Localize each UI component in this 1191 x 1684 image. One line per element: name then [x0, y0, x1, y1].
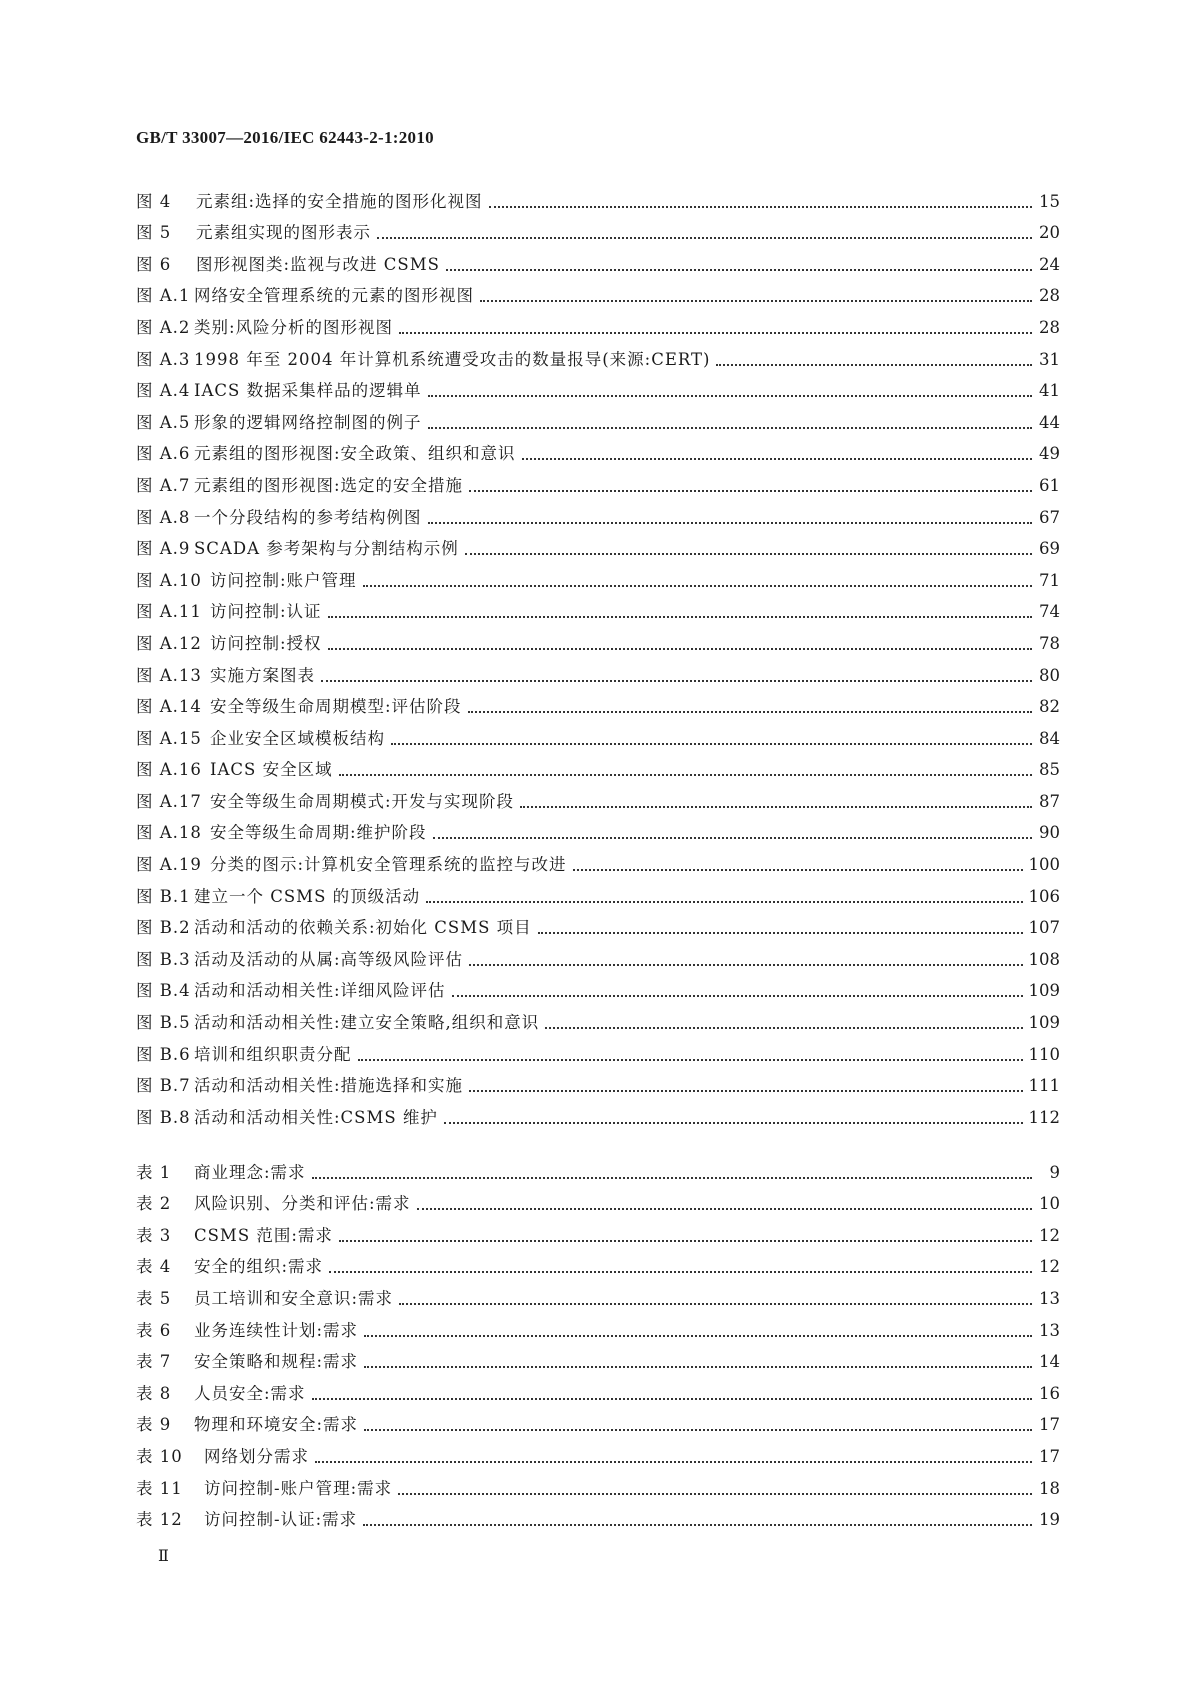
toc-dot-leader [377, 236, 1032, 239]
toc-entry-title: 访问控制:认证 [210, 602, 322, 622]
toc-entry-label [136, 602, 322, 622]
toc-entry-title: 企业安全区域模板结构 [210, 728, 385, 748]
toc-entry-title: 安全等级生命周期模式:开发与实现阶段 [210, 791, 515, 811]
toc-entry-title: 元素组:选择的安全措施的图形化视图 [196, 191, 483, 211]
toc-entry[interactable] [136, 1033, 1060, 1065]
toc-entry-page: 90 [1039, 823, 1060, 843]
toc-dot-leader [480, 299, 1032, 302]
toc-entry-page: 69 [1039, 539, 1060, 559]
toc-entry-page: 61 [1039, 475, 1060, 495]
toc-entry[interactable] [136, 464, 1060, 496]
toc-entry-title: CSMS 范围:需求 [194, 1225, 333, 1245]
toc-entry-title: 安全等级生命周期模型:评估阶段 [210, 697, 462, 717]
toc-entry-label [136, 1510, 357, 1530]
toc-entry-title: SCADA 参考架构与分割结构示例 [194, 539, 459, 559]
toc-entry-number: 图 A.16 [136, 760, 202, 780]
toc-entry-label [136, 760, 333, 780]
toc-dot-leader [398, 1492, 1032, 1495]
toc-dot-leader [399, 1302, 1032, 1305]
toc-entry-page: 109 [1028, 1013, 1060, 1033]
toc-dot-leader [469, 489, 1032, 492]
toc-entry[interactable] [136, 1309, 1060, 1341]
toc-entry-page: 109 [1028, 981, 1060, 1001]
toc-entry-page: 106 [1028, 886, 1060, 906]
toc-entry-label [136, 666, 315, 686]
toc-entry-label [136, 918, 532, 938]
toc-entry-number: 图 B.2 [136, 918, 191, 938]
toc-entry[interactable] [136, 1151, 1060, 1183]
toc-entry-page: 71 [1039, 570, 1060, 590]
toc-entry-label [136, 1194, 411, 1214]
toc-entry-title: 安全策略和规程:需求 [194, 1352, 359, 1372]
toc-entry-page: 28 [1039, 286, 1060, 306]
toc-dot-leader [364, 1365, 1032, 1368]
toc-entry[interactable] [136, 1246, 1060, 1278]
toc-entry[interactable] [136, 591, 1060, 623]
toc-entry-number: 图 5 [136, 223, 172, 243]
toc-dot-leader [358, 1058, 1023, 1061]
toc-entry-number: 图 A.6 [136, 444, 191, 464]
toc-entry-number: 图 A.10 [136, 570, 202, 590]
toc-dot-leader [469, 963, 1022, 966]
toc-entry-page: 19 [1039, 1510, 1060, 1530]
toc-entry-label [136, 571, 357, 591]
toc-entry[interactable] [136, 496, 1060, 528]
toc-entry-number: 图 B.6 [136, 1044, 191, 1064]
toc-entry-number: 图 A.11 [136, 602, 202, 622]
toc-dot-leader [363, 1523, 1032, 1526]
toc-dot-leader [417, 1207, 1032, 1210]
toc-entry-title: 业务连续性计划:需求 [194, 1320, 359, 1340]
toc-entry[interactable] [136, 812, 1060, 844]
toc-entry-page: 112 [1028, 1107, 1060, 1127]
toc-entry-title: 活动和活动相关性:CSMS 维护 [194, 1107, 438, 1127]
toc-entry-page: 12 [1039, 1225, 1060, 1245]
toc-entry-page: 13 [1039, 1288, 1060, 1308]
toc-dot-leader [363, 584, 1032, 587]
toc-entry-label [136, 255, 440, 275]
toc-dot-leader [328, 615, 1032, 618]
toc-entry-number: 图 A.14 [136, 697, 202, 717]
toc-entry-title: 元素组的图形视图:选定的安全措施 [194, 475, 464, 495]
toc-entry-number: 表 6 [136, 1320, 172, 1340]
toc-entry[interactable] [136, 1467, 1060, 1499]
toc-entry-page: 44 [1039, 412, 1060, 432]
toc-entry-page: 10 [1039, 1194, 1060, 1214]
toc-entry-number: 图 B.8 [136, 1107, 191, 1127]
toc-entry-title: 活动和活动相关性:详细风险评估 [194, 981, 446, 1001]
toc-entry-title: 访问控制:授权 [210, 633, 322, 653]
toc-entry[interactable] [136, 306, 1060, 338]
toc-entry[interactable] [136, 907, 1060, 939]
toc-dot-leader [328, 647, 1032, 650]
toc-entry-number: 图 A.15 [136, 728, 202, 748]
toc-entry-number: 图 A.12 [136, 633, 202, 653]
toc-entry[interactable] [136, 686, 1060, 718]
toc-entry-title: 安全等级生命周期:维护阶段 [210, 823, 427, 843]
toc-dot-leader [428, 426, 1033, 429]
toc-entry[interactable] [136, 338, 1060, 370]
toc-entry-title: 活动和活动的依赖关系:初始化 CSMS 项目 [194, 918, 532, 938]
toc-entry-title: 网络划分需求 [204, 1446, 309, 1466]
toc-entry-label [136, 792, 514, 812]
toc-entry-page: 80 [1039, 665, 1060, 685]
toc-entry-page: 15 [1039, 191, 1060, 211]
toc-entry[interactable] [136, 717, 1060, 749]
toc-entry-label [136, 634, 322, 654]
toc-entry[interactable] [136, 370, 1060, 402]
toc-entry-label [136, 1013, 539, 1033]
toc-entry-title: 图形视图类:监视与改进 CSMS [196, 254, 440, 274]
toc-dot-leader [465, 552, 1032, 555]
toc-dot-leader [364, 1428, 1032, 1431]
toc-entry-title: 元素组实现的图形表示 [196, 223, 371, 243]
toc-entry-page: 85 [1039, 760, 1060, 780]
toc-entry-page: 100 [1028, 855, 1060, 875]
toc-entry-number: 图 B.3 [136, 949, 191, 969]
toc-entry-number: 表 10 [136, 1446, 183, 1466]
toc-entry-title: 分类的图示:计算机安全管理系统的监控与改进 [210, 855, 567, 875]
toc-entry-label [136, 697, 462, 717]
toc-dot-leader [312, 1176, 1032, 1179]
toc-dot-leader [399, 331, 1032, 334]
toc-entry[interactable] [136, 1404, 1060, 1436]
toc-entry-number: 图 A.17 [136, 791, 202, 811]
page-number: Ⅱ [158, 1548, 169, 1565]
toc-entry-page: 12 [1039, 1257, 1060, 1277]
toc-entry-label [136, 318, 393, 338]
toc-entry-number: 图 A.13 [136, 665, 202, 685]
toc-entry-number: 图 B.7 [136, 1076, 191, 1096]
figure-list [136, 180, 1060, 1128]
toc-entry[interactable] [136, 243, 1060, 275]
toc-dot-leader [329, 1270, 1032, 1273]
toc-entry-page: 84 [1039, 728, 1060, 748]
toc-dot-leader [444, 1121, 1023, 1124]
toc-entry-label [136, 286, 474, 306]
toc-entry-page: 16 [1039, 1383, 1060, 1403]
toc-entry-number: 图 B.5 [136, 1013, 191, 1033]
toc-entry-title: 活动和活动相关性:措施选择和实施 [194, 1076, 464, 1096]
toc-entry-number: 图 4 [136, 191, 172, 211]
toc-entry-title: 活动及活动的从属:高等级风险评估 [194, 949, 464, 969]
toc-entry[interactable] [136, 1341, 1060, 1373]
toc-entry-title: 商业理念:需求 [194, 1162, 306, 1182]
toc-dot-leader [391, 742, 1032, 745]
toc-entry-label [136, 950, 463, 970]
toc-entry-page: 110 [1028, 1044, 1060, 1064]
toc-entry-page: 13 [1039, 1320, 1060, 1340]
toc-entry-label [136, 887, 420, 907]
toc-entry-title: IACS 数据采集样品的逻辑单 [194, 381, 422, 401]
toc-entry-number: 表 12 [136, 1510, 183, 1530]
toc-entry[interactable] [136, 401, 1060, 433]
toc-entry[interactable] [136, 938, 1060, 970]
toc-entry-number: 图 A.4 [136, 381, 191, 401]
toc-entry-label [136, 1226, 333, 1246]
toc-dot-leader [321, 679, 1032, 682]
toc-entry-number: 图 A.5 [136, 412, 191, 432]
toc-entry-label [136, 539, 459, 559]
toc-entry-label [136, 1108, 438, 1128]
toc-entry-page: 49 [1039, 444, 1060, 464]
toc-entry-page: 17 [1039, 1415, 1060, 1435]
toc-entry[interactable] [136, 528, 1060, 560]
toc-entry-number: 表 2 [136, 1194, 172, 1214]
toc-entry-title: 物理和环境安全:需求 [194, 1415, 359, 1435]
toc-entry-title: IACS 安全区域 [210, 760, 333, 780]
toc-dot-leader [538, 931, 1023, 934]
toc-entry-label [136, 1163, 306, 1183]
toc-entry-label [136, 1415, 358, 1435]
toc-dot-leader [446, 268, 1032, 271]
toc-entry-number: 表 4 [136, 1257, 172, 1277]
toc-entry[interactable] [136, 1214, 1060, 1246]
toc-entry-title: 风险识别、分类和评估:需求 [194, 1194, 411, 1214]
toc-entry-label [136, 1479, 392, 1499]
toc-entry-page: 74 [1039, 602, 1060, 622]
toc-entry-label [136, 476, 463, 496]
toc-entry[interactable] [136, 1277, 1060, 1309]
toc-dot-leader [426, 900, 1022, 903]
toc-entry-title: 建立一个 CSMS 的顶级活动 [194, 886, 421, 906]
toc-dot-leader [339, 773, 1032, 776]
toc-entry-number: 表 3 [136, 1225, 172, 1245]
toc-entry-title: 元素组的图形视图:安全政策、组织和意识 [194, 444, 516, 464]
toc-entry-title: 形象的逻辑网络控制图的例子 [194, 412, 422, 432]
toc-entry[interactable] [136, 1065, 1060, 1097]
toc-entry[interactable] [136, 843, 1060, 875]
toc-dot-leader [520, 805, 1032, 808]
toc-entry[interactable] [136, 433, 1060, 465]
toc-entry-label [136, 381, 422, 401]
toc-entry-number: 表 9 [136, 1415, 172, 1435]
toc-dot-leader [522, 457, 1032, 460]
toc-entry-title: 实施方案图表 [210, 665, 315, 685]
toc-entry[interactable] [136, 275, 1060, 307]
toc-entry-label [136, 823, 427, 843]
toc-entry-label [136, 350, 710, 370]
toc-entry-page: 31 [1039, 349, 1060, 369]
toc-entry-page: 24 [1039, 254, 1060, 274]
toc-entry-page: 41 [1039, 381, 1060, 401]
toc-entry-label [136, 1352, 358, 1372]
toc-entry-label [136, 1257, 323, 1277]
toc-entry-title: 1998 年至 2004 年计算机系统遭受攻击的数量报导(来源:CERT) [194, 349, 711, 369]
toc-dot-leader [489, 205, 1032, 208]
toc-entry-number: 表 11 [136, 1478, 183, 1498]
toc-entry[interactable] [136, 780, 1060, 812]
toc-entry[interactable] [136, 1096, 1060, 1128]
table-list [136, 1151, 1060, 1530]
toc-entry-number: 图 6 [136, 254, 172, 274]
toc-entry-title: 培训和组织职责分配 [194, 1044, 352, 1064]
toc-entry-number: 图 A.18 [136, 823, 202, 843]
toc-dot-leader [469, 1089, 1022, 1092]
toc-entry-title: 安全的组织:需求 [194, 1257, 324, 1277]
toc-entry-page: 9 [1049, 1162, 1060, 1182]
toc-entry-number: 图 A.9 [136, 539, 191, 559]
toc-entry-title: 访问控制-账户管理:需求 [204, 1478, 393, 1498]
toc-entry-label [136, 729, 385, 749]
toc-dot-leader [428, 521, 1033, 524]
toc-dot-leader [312, 1397, 1032, 1400]
toc-entry[interactable] [136, 212, 1060, 244]
toc-entry-number: 图 A.1 [136, 286, 191, 306]
toc-entry-label [136, 413, 422, 433]
toc-dot-leader [428, 394, 1032, 397]
toc-entry[interactable] [136, 1499, 1060, 1531]
toc-entry-title: 网络安全管理系统的元素的图形视图 [194, 286, 474, 306]
toc-entry-page: 14 [1039, 1352, 1060, 1372]
toc-entry-page: 111 [1028, 1076, 1060, 1096]
toc-entry-number: 表 7 [136, 1352, 172, 1372]
toc-entry-number: 图 A.8 [136, 507, 191, 527]
toc-entry[interactable] [136, 180, 1060, 212]
toc-entry[interactable] [136, 1001, 1060, 1033]
toc-entry-number: 图 A.19 [136, 855, 202, 875]
toc-entry[interactable] [136, 1183, 1060, 1215]
toc-entry-page: 78 [1039, 633, 1060, 653]
toc-entry-page: 108 [1028, 949, 1060, 969]
toc-entry-label [136, 981, 446, 1001]
toc-entry-label [136, 1447, 309, 1467]
toc-dot-leader [545, 1026, 1022, 1029]
toc-entry-label [136, 1045, 352, 1065]
toc-entry-label [136, 508, 422, 528]
toc-entry-page: 87 [1039, 791, 1060, 811]
toc-entry-page: 20 [1039, 223, 1060, 243]
toc-entry[interactable] [136, 875, 1060, 907]
toc-dot-leader [716, 363, 1032, 366]
toc-entry-number: 图 B.4 [136, 981, 191, 1001]
toc-dot-leader [339, 1239, 1032, 1242]
toc-entry-title: 活动和活动相关性:建立安全策略,组织和意识 [194, 1013, 540, 1033]
toc-entry-number: 图 A.3 [136, 349, 191, 369]
toc-dot-leader [433, 836, 1032, 839]
toc-entry-title: 员工培训和安全意识:需求 [194, 1288, 394, 1308]
toc-entry-title: 一个分段结构的参考结构例图 [194, 507, 422, 527]
toc-entry-number: 表 8 [136, 1383, 172, 1403]
toc-entry[interactable] [136, 654, 1060, 686]
toc-entry[interactable] [136, 559, 1060, 591]
toc-entry-number: 图 A.7 [136, 475, 191, 495]
toc-entry-label [136, 1321, 358, 1341]
toc-entry-title: 访问控制-认证:需求 [204, 1510, 358, 1530]
toc-entry-page: 82 [1039, 697, 1060, 717]
toc-entry-label [136, 1384, 306, 1404]
toc-entry-label [136, 444, 516, 464]
toc-entry-page: 17 [1039, 1446, 1060, 1466]
toc-entry[interactable] [136, 970, 1060, 1002]
toc-entry-page: 28 [1039, 317, 1060, 337]
toc-entry-number: 表 1 [136, 1162, 172, 1182]
toc-dot-leader [315, 1460, 1032, 1463]
toc-entry-page: 107 [1028, 918, 1060, 938]
toc-entry-label [136, 192, 483, 212]
toc-dot-leader [468, 710, 1032, 713]
toc-entry[interactable] [136, 1372, 1060, 1404]
toc-entry-title: 类别:风险分析的图形视图 [194, 317, 394, 337]
toc-entry[interactable] [136, 622, 1060, 654]
toc-entry[interactable] [136, 1435, 1060, 1467]
toc-entry-label [136, 855, 567, 875]
toc-entry-number: 图 A.2 [136, 317, 191, 337]
toc-dot-leader [573, 868, 1023, 871]
toc-entry-label [136, 1289, 393, 1309]
toc-entry-page: 18 [1039, 1478, 1060, 1498]
toc-entry-number: 表 5 [136, 1288, 172, 1308]
toc-entry[interactable] [136, 749, 1060, 781]
toc-entry-title: 人员安全:需求 [194, 1383, 306, 1403]
toc-dot-leader [452, 994, 1023, 997]
document-header: GB/T 33007—2016/IEC 62443-2-1:2010 [136, 128, 434, 147]
toc-entry-number: 图 B.1 [136, 886, 191, 906]
toc-dot-leader [364, 1334, 1032, 1337]
toc-entry-label [136, 223, 371, 243]
toc-entry-title: 访问控制:账户管理 [210, 570, 357, 590]
toc-entry-label [136, 1076, 463, 1096]
toc-entry-page: 67 [1039, 507, 1060, 527]
